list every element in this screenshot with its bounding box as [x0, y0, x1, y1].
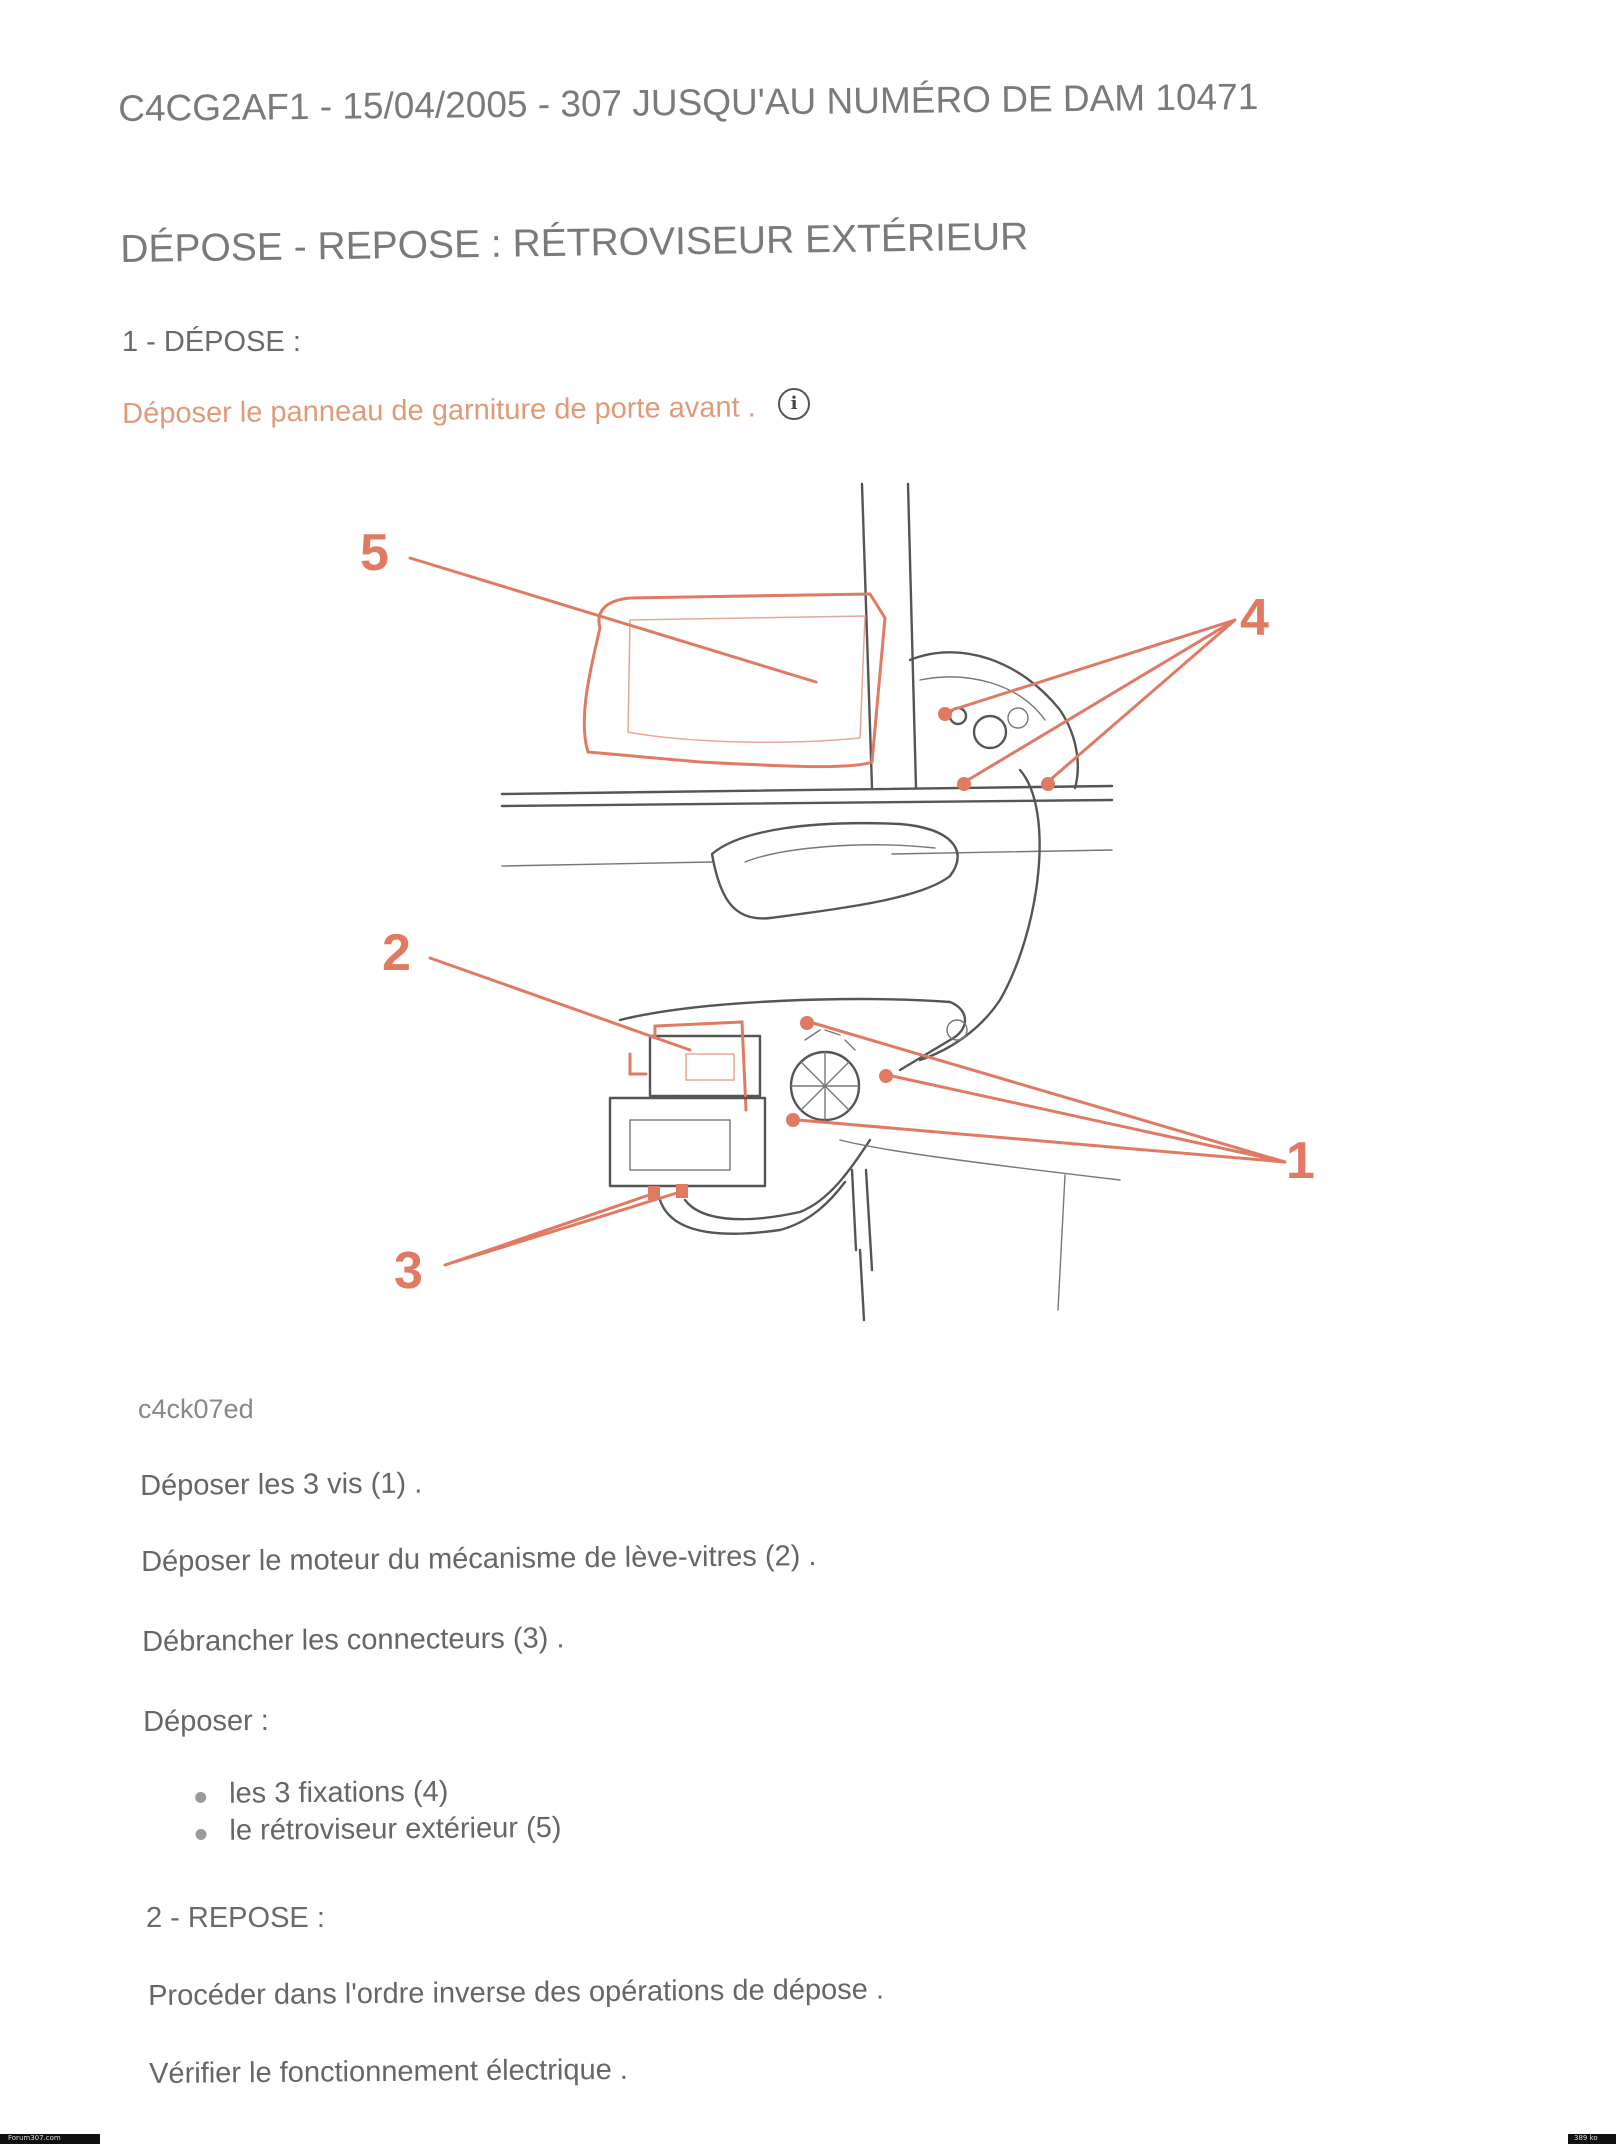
- callout-3: 3: [394, 1242, 423, 1300]
- footer-right-bar: 389 ko: [1568, 2134, 1616, 2144]
- door-handle-recess: [712, 823, 958, 918]
- mirror-removal-diagram: [360, 470, 1320, 1330]
- fixation-4a: [938, 707, 952, 721]
- control-unit: [610, 1098, 765, 1186]
- connector-3b: [676, 1184, 688, 1198]
- step-disconnect-connectors: Débrancher les connecteurs (3) .: [142, 1622, 565, 1658]
- motor-label: [686, 1054, 734, 1080]
- mount-hole-large: [974, 716, 1006, 748]
- loom-down: [852, 1170, 872, 1320]
- mount-hole-small: [1008, 708, 1028, 728]
- wiring-harness-2: [685, 1140, 870, 1219]
- step-check-electrical: Vérifier le fonctionnement électrique .: [149, 2053, 629, 2090]
- section-heading-repose: 2 - REPOSE :: [146, 1902, 325, 1934]
- bullet-icon: [195, 1792, 206, 1803]
- step-reverse-order: Procéder dans l'ordre inverse des opérations de dépose .: [148, 1973, 885, 2012]
- step-remove-motor: Déposer le moteur du mécanisme de lève-vitres (2) .: [141, 1540, 817, 1578]
- motor-clip-highlight: [630, 1054, 646, 1074]
- regulator-bracket: [620, 999, 965, 1070]
- callout-2: 2: [382, 924, 411, 982]
- door-rail-bottom: [502, 800, 1112, 806]
- figure-caption: c4ck07ed: [138, 1394, 254, 1424]
- leader-4: [952, 620, 1235, 780]
- leader-5: [410, 558, 816, 682]
- bullet-icon: [195, 1829, 206, 1840]
- footer-left-bar: Forum307.com: [0, 2134, 100, 2144]
- page-title: DÉPOSE - REPOSE : RÉTROVISEUR EXTÉRIEUR: [120, 215, 1029, 271]
- section-heading-depose: 1 - DÉPOSE :: [122, 326, 301, 358]
- gear-spokes: [791, 1052, 859, 1120]
- callout-1: 1: [1286, 1132, 1315, 1190]
- info-icon[interactable]: i: [778, 388, 810, 420]
- leader-2: [430, 958, 690, 1050]
- door-lower-line: [840, 1140, 1120, 1180]
- list-item: les 3 fixations (4): [195, 1775, 561, 1811]
- removal-list: [195, 1775, 562, 1852]
- intro-step-link[interactable]: Déposer le panneau de garniture de porte avant .: [122, 391, 756, 430]
- pillar-line-right: [908, 484, 916, 788]
- leader-3: [445, 1192, 680, 1265]
- leader-1: [798, 1023, 1285, 1162]
- door-inner-line: [502, 850, 1112, 866]
- mirror-cable: [920, 770, 1040, 1060]
- callout-4: 4: [1240, 589, 1269, 647]
- mount-plate-outer: [910, 652, 1078, 788]
- control-unit-panel: [630, 1120, 730, 1170]
- callout-5: 5: [360, 524, 389, 582]
- door-rail-top: [502, 786, 1112, 794]
- door-edge-line: [1058, 1175, 1065, 1310]
- step-remove-screws: Déposer les 3 vis (1) .: [140, 1467, 423, 1502]
- document-header: C4CG2AF1 - 15/04/2005 - 307 JUSQU'AU NUMÉRO DE DAM 10471: [118, 76, 1259, 129]
- list-item: le rétroviseur extérieur (5): [195, 1812, 561, 1848]
- step-remove: Déposer :: [143, 1704, 270, 1738]
